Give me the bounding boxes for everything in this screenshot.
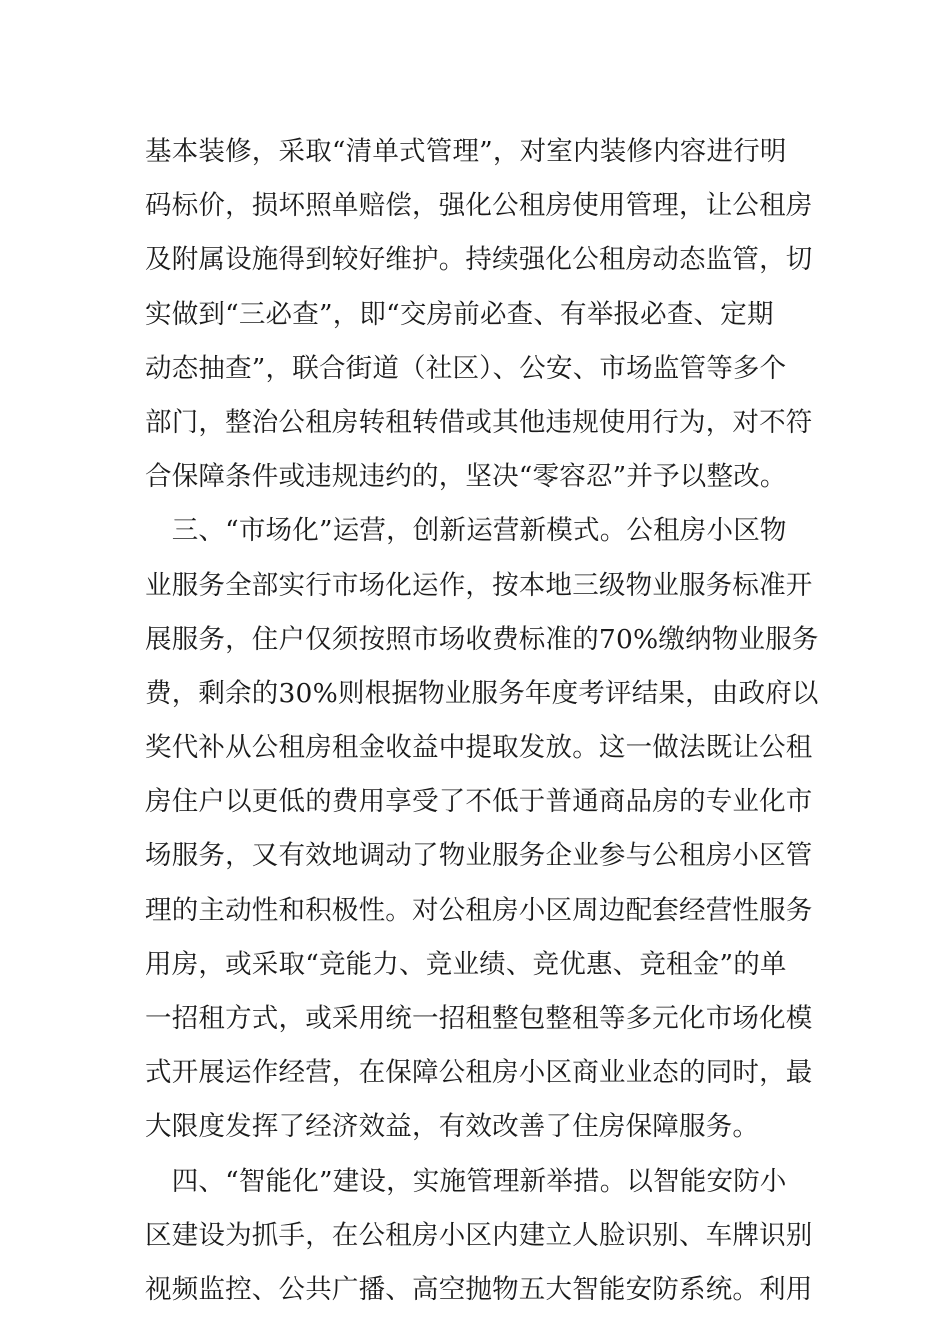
text-line: 房住户以更低的费用享受了不低于普通商品房的专业化市 — [145, 786, 813, 818]
paragraph-marketization — [145, 504, 819, 1154]
text-line: 及附属设施得到较好维护。持续强化公租房动态监管，切 — [145, 244, 813, 276]
text-line: 场服务，又有效地调动了物业服务企业参与公租房小区管 — [145, 840, 813, 872]
text-line: 区建设为抓手，在公租房小区内建立人脸识别、车牌识别 — [145, 1219, 813, 1251]
text-line: 基本装修，采取“清单式管理”，对室内装修内容进行明 — [145, 136, 787, 167]
text-line: 展服务，住户仅须按照市场收费标准的70%缴纳物业服务 — [145, 623, 819, 655]
text-line: 费，剩余的30%则根据物业服务年度考评结果，由政府以 — [145, 677, 819, 709]
text-line: 奖代补从公租房租金收益中提取发放。这一做法既让公租 — [145, 732, 813, 764]
text-line: 部门，整治公租房转租转借或其他违规使用行为，对不符 — [145, 406, 813, 438]
text-line: 合保障条件或违规违约的，坚决“零容忍”并予以整改。 — [145, 461, 787, 493]
text-line: 视频监控、公共广播、高空抛物五大智能安防系统。利用 — [145, 1273, 813, 1305]
text-line: 码标价，损坏照单赔偿，强化公租房使用管理，让公租房 — [145, 190, 813, 222]
text-line: 用房，或采取“竞能力、竞业绩、竞优惠、竞租金”的单 — [145, 948, 787, 980]
text-line: 三、“市场化”运营，创新运营新模式。公租房小区物 — [145, 515, 787, 547]
text-line: 一招租方式，或采用统一招租整包整租等多元化市场化模 — [145, 1003, 813, 1034]
text-line: 业服务全部实行市场化运作，按本地三级物业服务标准开 — [145, 569, 813, 601]
text-line: 式开展运作经营，在保障公租房小区商业业态的同时，最 — [145, 1057, 813, 1089]
text-line: 理的主动性和积极性。对公租房小区周边配套经营性服务 — [145, 894, 813, 926]
document-body — [145, 125, 819, 1317]
text-line: 实做到“三必查”，即“交房前必查、有举报必查、定期 — [145, 298, 774, 330]
paragraph-intelligent — [145, 1155, 813, 1318]
text-line: 动态抽查”，联合街道（社区）、公安、市场监管等多个 — [145, 352, 787, 384]
text-line: 四、“智能化”建设，实施管理新举措。以智能安防小 — [145, 1165, 787, 1197]
text-line: 大限度发挥了经济效益，有效改善了住房保障服务。 — [145, 1111, 760, 1143]
paragraph-property-management — [145, 125, 813, 504]
